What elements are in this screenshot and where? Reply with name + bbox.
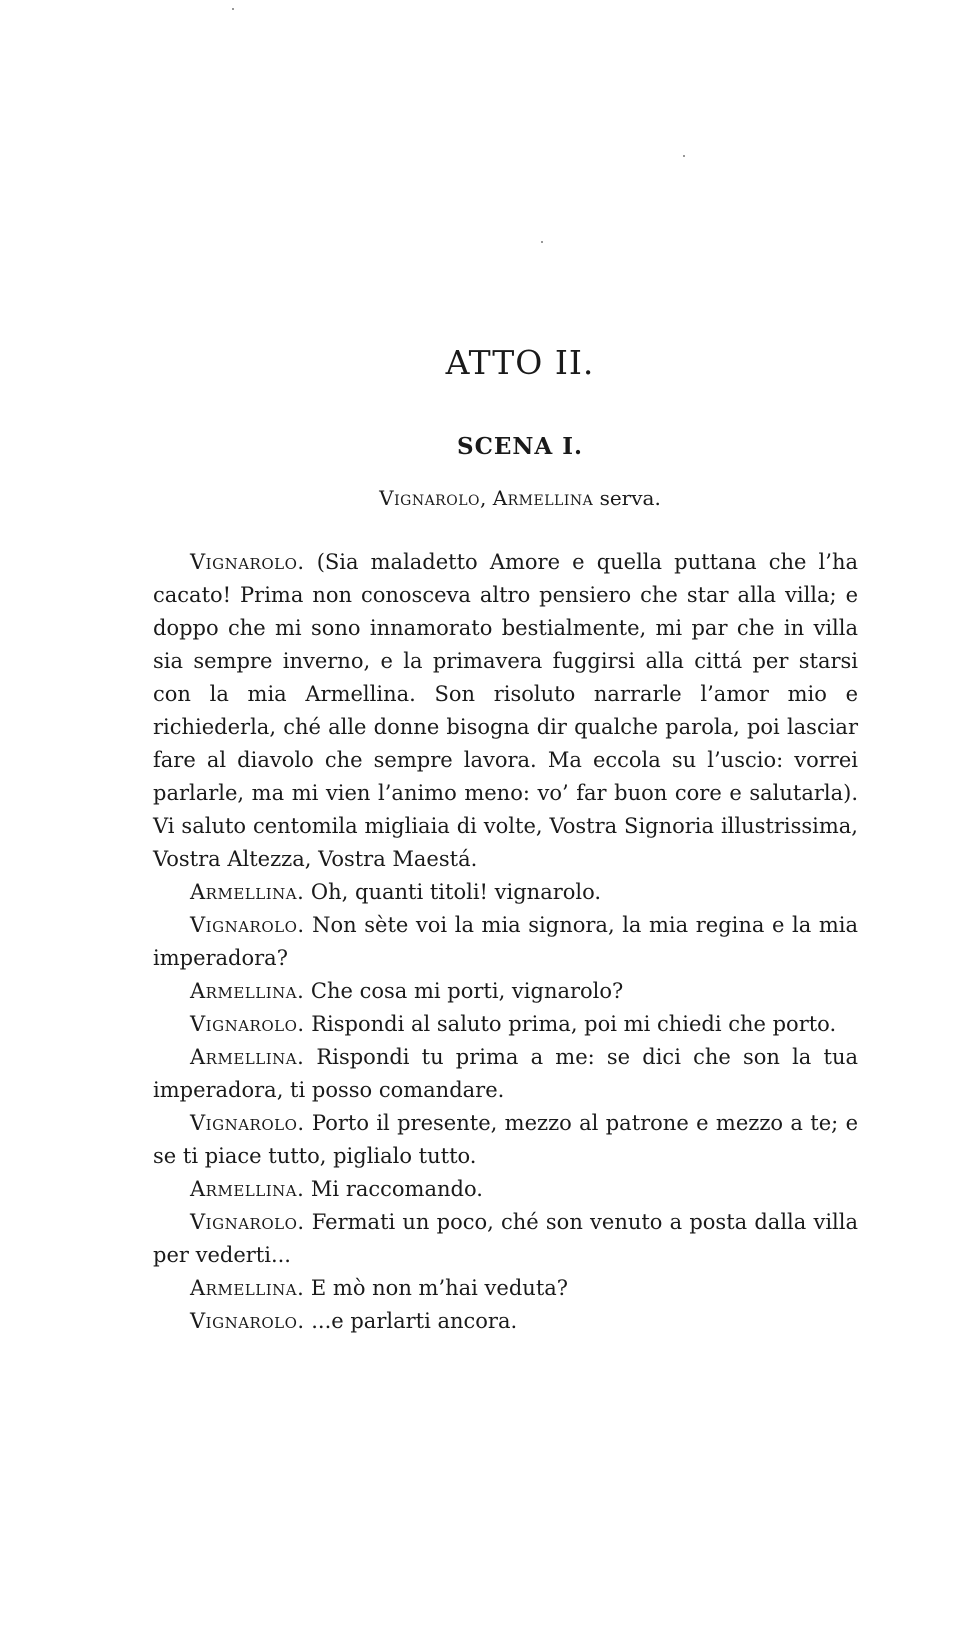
speech-text: Mi raccomando. [304,1177,483,1201]
speech [153,909,858,975]
speech-text: E mò non m’hai veduta? [304,1276,569,1300]
speech [153,1041,858,1107]
speech-text: Fermati un poco, ché son venuto a posta dalla villa per vederti... [153,1210,858,1267]
scan-speck [683,155,685,157]
speaker-name: Vignarolo. [190,550,305,574]
character-name: Vignarolo [379,486,480,510]
speaker-name: Armellina. [190,1276,305,1300]
act-title: ATTO II. [445,343,595,382]
scan-speck [232,8,234,10]
scene-title: SCENA I. [456,433,584,460]
speech [153,1206,858,1272]
speech [153,975,858,1008]
speech [153,1008,858,1041]
speech [153,1173,858,1206]
speaker-name: Armellina. [190,979,305,1003]
speech-text: Rispondi tu prima a me: se dici che son la tua imperadora, ti posso comandare. [153,1045,858,1102]
speech-text: Porto il presente, mezzo al patrone e mezzo a te; e se ti piace tutto, piglialo tutto. [153,1111,858,1168]
scene-characters [0,486,978,510]
speech-text: ...e parlarti ancora. [304,1309,518,1333]
speaker-name: Vignarolo. [190,1111,305,1135]
speaker-name: Armellina. [190,1177,305,1201]
scan-speck [541,241,543,243]
speech-text: Rispondi al saluto prima, poi mi chiedi che porto. [304,1012,837,1036]
speech [153,546,858,876]
dialogue [153,546,858,1338]
speech [153,1272,858,1305]
speech [153,1305,858,1338]
speech-text: Che cosa mi porti, vignarolo? [304,979,624,1003]
speaker-name: Vignarolo. [190,1210,305,1234]
speech [153,1107,858,1173]
speech-text: Non sète voi la mia signora, la mia regina e la mia imperadora? [153,913,858,970]
character-role: serva. [593,486,661,510]
speech-text: (Sia maladetto Amore e quella puttana che l’ha cacato! Prima non conosceva altro pensiero che star alla villa; e doppo che mi sono innamorato bestialmente, mi par che in villa sia sempre inverno, e la primavera fuggirsi alla cittá per starsi con la mia Armellina. Son risoluto narrarle l’amor mio e richiederla, ché alle donne bisogna dir qualche parola, poi lasciar fare al diavolo che sempre lavora. Ma eccola su l’uscio: vorrei parlarle, ma mi vien l’animo meno: vo’ far buon core e salutarla). Vi saluto centomila migliaia di volte, Vostra Signoria illustrissima, Vostra Altezza, Vostra Maestá. [153,550,858,871]
character-separator: , [479,486,493,510]
speaker-name: Vignarolo. [190,1012,305,1036]
speaker-name: Vignarolo. [190,1309,305,1333]
speech [153,876,858,909]
speaker-name: Armellina. [190,1045,305,1069]
speaker-name: Vignarolo. [190,913,305,937]
speech-text: Oh, quanti titoli! vignarolo. [304,880,602,904]
character-name: Armellina [492,486,594,510]
speaker-name: Armellina. [190,880,305,904]
